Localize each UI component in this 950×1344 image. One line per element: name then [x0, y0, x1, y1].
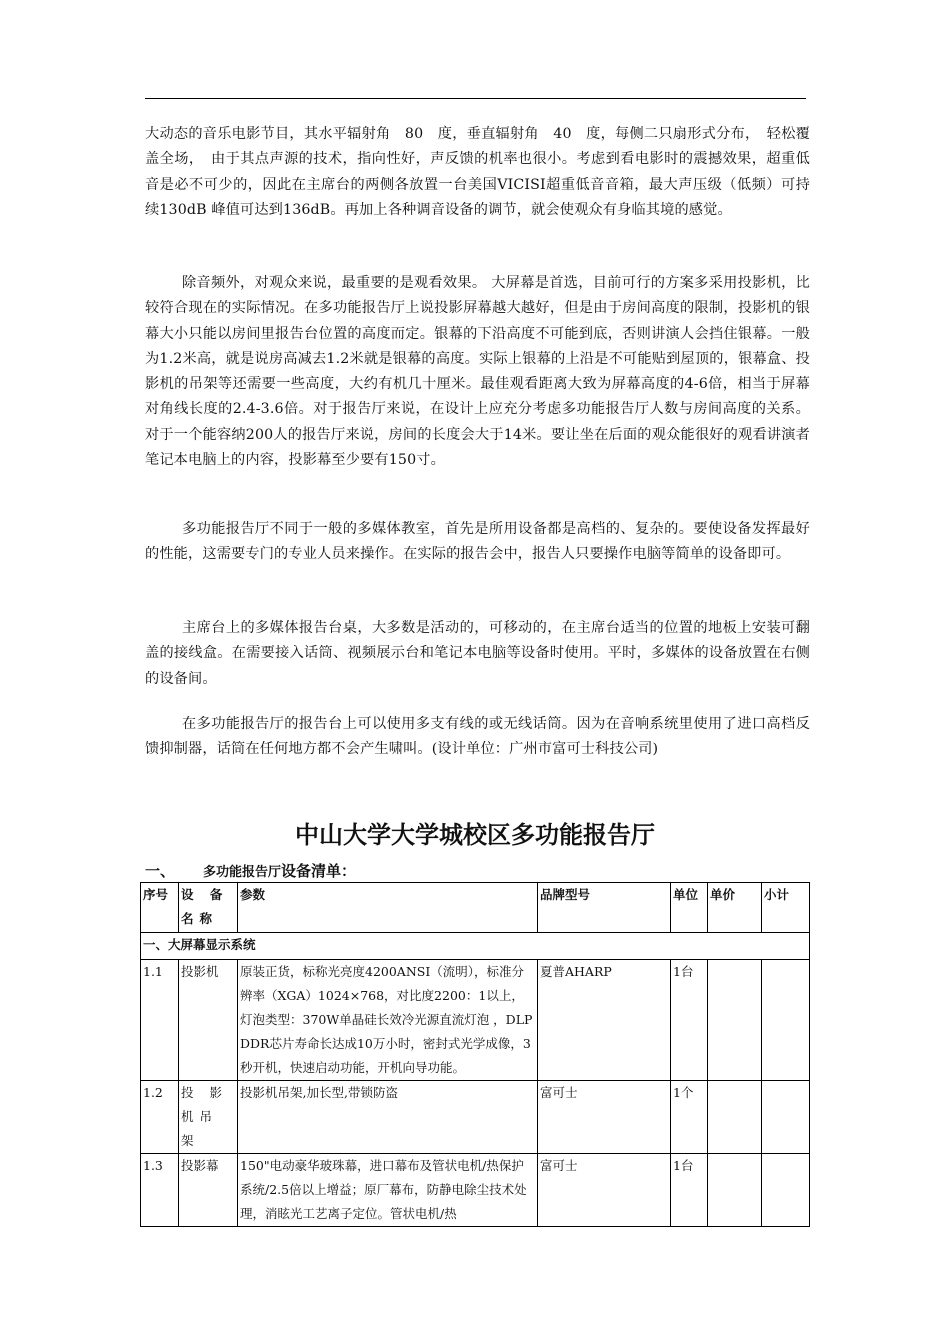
row-name: 投影幕	[179, 1154, 238, 1227]
table-row	[141, 960, 810, 1081]
row-params: 投影机吊架,加长型,带锁防盗	[238, 1081, 538, 1154]
row-price	[708, 1081, 762, 1154]
row-unit: 1个	[671, 1081, 708, 1154]
section-label: 设备清单：	[281, 862, 357, 880]
row-unit: 1台	[671, 1154, 708, 1227]
section-heading	[145, 860, 356, 881]
header-seq: 序号	[141, 883, 179, 933]
row-params: 150"电动豪华玻珠幕，进口幕布及管状电机/热保护系统/2.5倍以上增益；原厂幕布，防静电除尘技术处理，消眩光工艺离子定位。管状电机/热	[238, 1154, 538, 1227]
row-subtotal	[762, 1154, 810, 1227]
header-params: 参数	[238, 883, 538, 933]
paragraph-microphone: 在多功能报告厅的报告台上可以使用多支有线的或无线话筒。因为在音响系统里使用了进口高档反馈抑制器，话筒在任何地方都不会产生啸叫。(设计单位：广州市富可士科技公司)	[145, 716, 810, 758]
row-brand: 富可士	[538, 1154, 671, 1227]
row-name: 投 影 机吊架	[179, 1081, 238, 1154]
document-title: 中山大学大学城校区多功能报告厅	[295, 821, 655, 849]
category-row	[141, 933, 810, 960]
row-price	[708, 1154, 762, 1227]
header-unit: 单位	[671, 883, 708, 933]
header-rule	[145, 98, 806, 99]
paragraph-operation: 多功能报告厅不同于一般的多媒体教室，首先是所用设备都是高档的、复杂的。要使设备发挥最好的性能，这需要专门的专业人员来操作。在实际的报告会中，报告人只要操作电脑等简单的设备即可。	[145, 521, 810, 563]
row-brand: 富可士	[538, 1081, 671, 1154]
paragraph-viewing: 除音频外，对观众来说，最重要的是观看效果。 大屏幕是首选，目前可行的方案多采用投影机，比较符合现在的实际情况。在多功能报告厅上说投影屏幕越大越好，但是由于房间高度的限制，投影机的银幕大小只能以房间里报告台位置的高度而定。银幕的下沿高度不可能到底，否则讲演人会挡住银幕。一般为1.2米高，就是说房高减去1.2米就是银幕的高度。实际上银幕的上沿是不可能贴到屋顶的，银幕盒、投影机的吊架等还需要一些高度，大约有机几十厘米。最佳观看距离大致为屏幕高度的4-6倍，相当于屏幕对角线长度的2.4-3.6倍。对于报告厅来说，在设计上应充分考虑多功能报告厅人数与房间高度的关系。对于一个能容纳200人的报告厅来说，房间的长度会大于14米。要让坐在后面的观众能很好的观看讲演者笔记本电脑上的内容，投影幕至少要有150寸。	[145, 275, 810, 469]
row-price	[708, 960, 762, 1081]
row-params: 原装正货，标称光亮度4200ANSI（流明），标准分辨率（XGA）1024×768，对比度2200：1以上，灯泡类型：370W单晶硅长效冷光源直流灯泡 ，DLP DDR芯片寿命长达成10万小时，密封式光学成像，3秒开机，快速启动功能，开机向导功能。	[238, 960, 538, 1081]
section-prefix: 多功能报告厅	[203, 865, 282, 880]
category-label: 一、大屏幕显示系统	[141, 933, 810, 960]
row-name: 投影机	[179, 960, 238, 1081]
row-subtotal	[762, 1081, 810, 1154]
row-subtotal	[762, 960, 810, 1081]
row-brand: 夏普AHARP	[538, 960, 671, 1081]
header-price: 单价	[708, 883, 762, 933]
row-unit: 1台	[671, 960, 708, 1081]
table-row	[141, 1154, 810, 1227]
row-seq: 1.2	[141, 1081, 179, 1154]
paragraph-audio: 大动态的音乐电影节目，其水平辐射角 80 度，垂直辐射角 40 度，每侧二只扇形式分布， 轻松覆盖全场， 由于其点声源的技术，指向性好，声反馈的机率也很小。考虑到看电影时的震撼效果，超重低音是必不可少的，因此在主席台的两侧各放置一台美国VICISI超重低音音箱，最大声压级（低频）可持续130dB 峰值可达到136dB。再加上各种调音设备的调节，就会使观众有身临其境的感觉。	[145, 126, 810, 218]
table-row	[141, 1081, 810, 1154]
section-number: 一、	[145, 862, 176, 880]
header-subtotal: 小计	[762, 883, 810, 933]
header-name: 设 备 名称	[179, 883, 238, 933]
row-seq: 1.1	[141, 960, 179, 1081]
table-header-row	[141, 883, 810, 933]
equipment-table	[140, 882, 810, 1227]
paragraph-podium: 主席台上的多媒体报告台桌，大多数是活动的，可移动的，在主席台适当的位置的地板上安装可翻盖的接线盒。在需要接入话筒、视频展示台和笔记本电脑等设备时使用。平时，多媒体的设备放置在右侧的设备间。	[145, 620, 810, 687]
header-brand: 品牌型号	[538, 883, 671, 933]
row-seq: 1.3	[141, 1154, 179, 1227]
